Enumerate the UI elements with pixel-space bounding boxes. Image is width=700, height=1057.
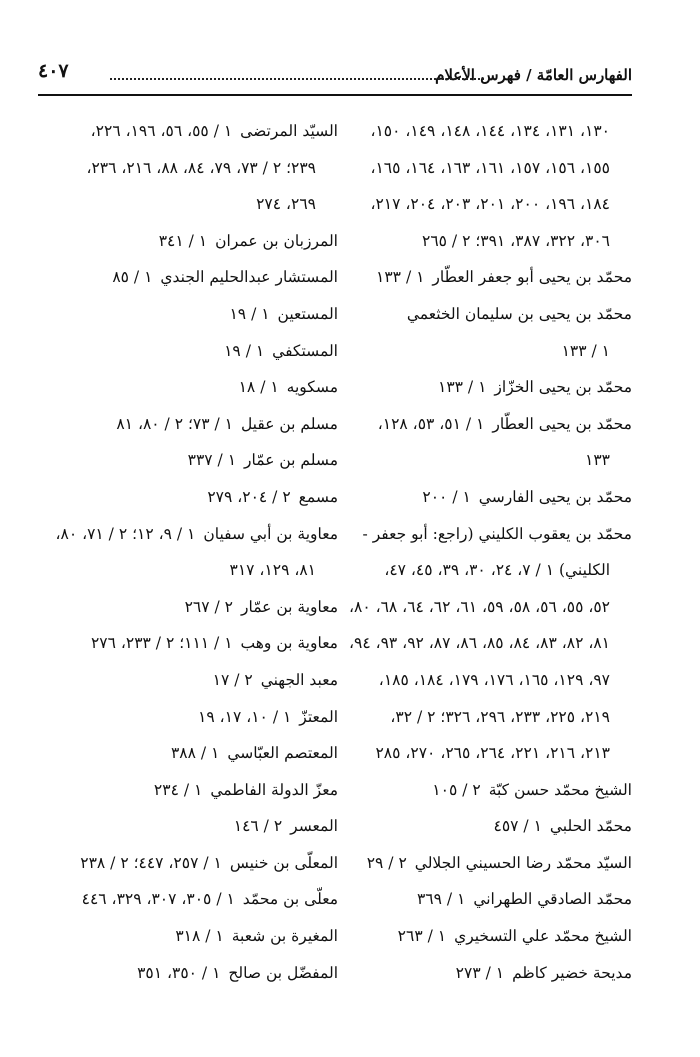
entry-name: المستكفي: [272, 341, 338, 360]
entry-page-refs: ١ / ٢٣٤: [153, 780, 203, 799]
index-entry-continuation: [352, 442, 632, 479]
entry-name: معاوية بن عمّار: [241, 597, 338, 616]
entry-page-refs: ١ / ١٣٣: [561, 341, 610, 360]
entry-page-refs: ٢ / ١٠٥: [432, 780, 481, 799]
entry-name: معلّى بن محمّد: [242, 890, 338, 909]
entry-page-refs: ٢١٩، ٢٢٥، ٢٣٣، ٢٩٦، ٣٢٦؛ ٢ / ٣٢،: [390, 707, 610, 726]
entry-name: مسمع: [298, 487, 338, 506]
entry-page-refs: ٢ / ٢٩: [366, 853, 407, 872]
entry-page-refs: ١ / ٢٠٠: [422, 487, 471, 506]
entry-page-refs: ١ / ٥١، ٥٣، ١٢٨،: [377, 414, 485, 433]
index-entry: [38, 479, 338, 516]
index-entry: [352, 516, 632, 553]
index-entry: [38, 369, 338, 406]
entry-name: محمّد بن يعقوب الكليني (راجع: أبو جعفر -: [362, 524, 632, 543]
index-entry: [38, 406, 338, 443]
entry-name: معزّ الدولة الفاطمي: [210, 780, 338, 799]
entry-page-refs: ١ / ٣٣٧: [187, 451, 237, 470]
entry-name: المفضّل بن صالح: [228, 963, 338, 982]
index-entry: [352, 808, 632, 845]
entry-page-refs: ٣٠٦، ٣٢٢، ٣٨٧، ٣٩١؛ ٢ / ٢٦٥: [422, 231, 610, 250]
entry-page-refs: ١ / ٧٣؛ ٢ / ٨٠، ٨١: [116, 414, 233, 433]
entry-name: محمّد الحلبي: [549, 817, 632, 836]
index-entry: [38, 918, 338, 955]
index-entry: [38, 589, 338, 626]
entry-page-refs: ١ / ١٩: [224, 341, 265, 360]
index-column-right: [348, 113, 632, 991]
entry-page-refs: ١ / ٣١٨: [175, 927, 224, 946]
index-entry-continuation: [38, 552, 338, 589]
entry-page-refs: ٨١، ١٢٩، ٣١٧: [229, 561, 316, 580]
dotted-leader: [110, 78, 484, 80]
entry-page-refs: ١٨٤، ١٩٦، ٢٠٠، ٢٠١، ٢٠٣، ٢٠٤، ٢١٧،: [370, 195, 610, 214]
index-entry: [38, 442, 338, 479]
entry-name: معاوية بن وهب: [240, 634, 338, 653]
entry-page-refs: ١ / ٣٥٠، ٣٥١: [137, 963, 221, 982]
entry-page-refs: ١ / ١٠، ١٧، ١٩: [198, 707, 292, 726]
index-entry: [352, 406, 632, 443]
entry-name: المعتزّ: [299, 707, 338, 726]
entry-page-refs: ١ / ٢٥٧، ٤٤٧؛ ٢ / ٢٣٨: [80, 853, 222, 872]
entry-name: مسلم بن عقيل: [240, 414, 338, 433]
running-title: الفهارس العامّة / فهرس الأعلام: [435, 66, 632, 84]
entry-page-refs: ١ / ١٣٣: [376, 268, 425, 287]
entry-page-refs: ٢٣٩؛ ٢ / ٧٣، ٧٩، ٨٤، ٨٨، ٢١٦، ٢٣٦،: [86, 158, 316, 177]
entry-page-refs: ١ / ١١١؛ ٢ / ٢٣٣، ٢٧٦: [90, 634, 233, 653]
entry-name: السيّد المرتضى: [240, 122, 338, 140]
index-entry: [38, 296, 338, 333]
entry-page-refs: ٢ / ١٤٦: [233, 817, 283, 836]
entry-name: محمّد بن يحيى الفارسي: [478, 487, 632, 506]
entry-name: محمّد بن يحيى بن سليمان الخثعمي: [406, 304, 632, 323]
entry-page-refs: ٢ / ١٧: [212, 670, 253, 689]
index-entry-continuation: [38, 150, 338, 187]
entry-page-refs: ١ / ٣٦٩: [416, 890, 466, 909]
index-entry: [352, 955, 632, 992]
entry-page-refs: ١ / ٤٥٧: [493, 817, 542, 836]
index-entry: [38, 955, 338, 992]
index-entry: [352, 259, 632, 296]
entry-name: محمّد بن يحيى أبو جعفر العطّار: [432, 268, 632, 287]
entry-page-refs: ٢١٣، ٢١٦، ٢٢١، ٢٦٤، ٢٦٥، ٢٧٠، ٢٨٥: [375, 744, 610, 763]
index-column-left: [38, 113, 338, 991]
index-entry-continuation: [352, 186, 632, 223]
entry-name: محمّد الصادقي الطهراني: [473, 890, 632, 909]
index-entry-continuation: [348, 589, 632, 626]
index-entry: [38, 845, 338, 882]
entry-page-refs: الكليني) ١ / ٧، ٢٤، ٣٠، ٣٩، ٤٥، ٤٧،: [384, 561, 610, 580]
entry-page-refs: ١ / ١٩: [229, 304, 270, 323]
entry-name: المعسر: [290, 817, 338, 836]
index-entry-continuation: [38, 186, 338, 223]
index-entry: [352, 296, 632, 333]
entry-name: السيّد محمّد رضا الحسيني الجلالي: [414, 853, 632, 872]
entry-name: مسكويه: [286, 378, 338, 397]
entry-page-refs: ١ / ٣٠٥، ٣٠٧، ٣٢٩، ٤٤٦: [81, 890, 235, 909]
index-entry-continuation: [352, 699, 632, 736]
entry-page-refs: ١٥٥، ١٥٦، ١٥٧، ١٦١، ١٦٣، ١٦٤، ١٦٥،: [370, 158, 610, 177]
entry-page-refs: ١٣٠، ١٣١، ١٣٤، ١٤٤، ١٤٨، ١٤٩، ١٥٠،: [370, 122, 610, 140]
index-entry: [38, 625, 338, 662]
index-entry: [38, 881, 338, 918]
entry-page-refs: ٩٧، ١٢٩، ١٦٥، ١٧٦، ١٧٩، ١٨٤، ١٨٥،: [378, 670, 610, 689]
entry-page-refs: ٢ / ٢٦٧: [184, 597, 233, 616]
index-entry: [38, 516, 338, 553]
index-entry: [38, 808, 338, 845]
index-entry: [352, 369, 632, 406]
index-entry: [352, 845, 632, 882]
index-entry: [352, 881, 632, 918]
index-entry-continuation: [352, 662, 632, 699]
entry-page-refs: ١ / ٣٨٨: [170, 744, 220, 763]
index-entry-continuation: [352, 735, 632, 772]
index-entry-continuation: [352, 333, 632, 370]
entry-page-refs: ٨١، ٨٢، ٨٣، ٨٤، ٨٥، ٨٦، ٨٧، ٩٢، ٩٣، ٩٤،: [348, 634, 610, 653]
entry-name: مديحة خضير كاظم: [512, 963, 632, 982]
entry-name: محمّد بن يحيى العطّار: [492, 414, 632, 433]
entry-page-refs: ١ / ٣٤١: [158, 231, 208, 250]
entry-page-refs: ٢ / ٢٠٤، ٢٧٩: [207, 487, 291, 506]
index-entry: [352, 918, 632, 955]
index-entry: [352, 772, 632, 809]
entry-name: محمّد بن يحيى الخزّاز: [494, 378, 632, 397]
entry-name: المعتصم العبّاسي: [227, 744, 338, 763]
entry-page-refs: ١ / ٥٥، ٥٦، ١٩٦، ٢٢٦،: [90, 122, 233, 140]
entry-page-refs: ١ / ١٨: [238, 378, 279, 397]
entry-name: معبد الجهني: [260, 670, 338, 689]
entry-page-refs: ١ / ٩، ١٢؛ ٢ / ٧١، ٨٠،: [55, 524, 196, 543]
entry-name: مسلم بن عمّار: [244, 451, 338, 470]
entry-page-refs: ١ / ٢٧٣: [455, 963, 505, 982]
index-entry-continuation: [352, 552, 632, 589]
entry-name: المرزبان بن عمران: [215, 231, 338, 250]
entry-page-refs: ١ / ٨٥: [112, 268, 153, 287]
index-entry-continuation: [352, 113, 632, 150]
header-rule: [38, 94, 632, 96]
entry-name: المستعين: [277, 304, 338, 323]
index-entry: [38, 259, 338, 296]
index-entry-continuation: [352, 223, 632, 260]
index-entry: [38, 735, 338, 772]
entry-page-refs: ١ / ٢٦٣: [397, 927, 447, 946]
index-entry: [38, 662, 338, 699]
index-entry: [38, 699, 338, 736]
entry-name: المغيرة بن شعبة: [231, 927, 338, 946]
entry-page-refs: ٥٢، ٥٥، ٥٦، ٥٨، ٥٩، ٦١، ٦٢، ٦٤، ٦٨، ٨٠،: [348, 597, 610, 616]
page-header: [38, 58, 632, 90]
entry-page-refs: ٢٦٩، ٢٧٤: [256, 195, 316, 214]
index-entry: [38, 223, 338, 260]
index-entry: [352, 479, 632, 516]
index-entry: [38, 113, 338, 150]
entry-name: الشيخ محمّد حسن كبّة: [488, 780, 632, 799]
entry-name: معاوية بن أبي سفيان: [203, 524, 338, 543]
index-entry-continuation: [348, 625, 632, 662]
entry-name: الشيخ محمّد علي التسخيري: [454, 927, 632, 946]
entry-name: المعلّى بن خنيس: [229, 853, 338, 872]
entry-page-refs: ١٣٣: [585, 451, 610, 470]
index-entry: [38, 772, 338, 809]
entry-page-refs: ١ / ١٣٣: [438, 378, 487, 397]
index-entry: [38, 333, 338, 370]
page-number: ٤٠٧: [38, 60, 69, 82]
entry-name: المستشار عبدالحليم الجندي: [160, 268, 338, 287]
index-entry-continuation: [352, 150, 632, 187]
